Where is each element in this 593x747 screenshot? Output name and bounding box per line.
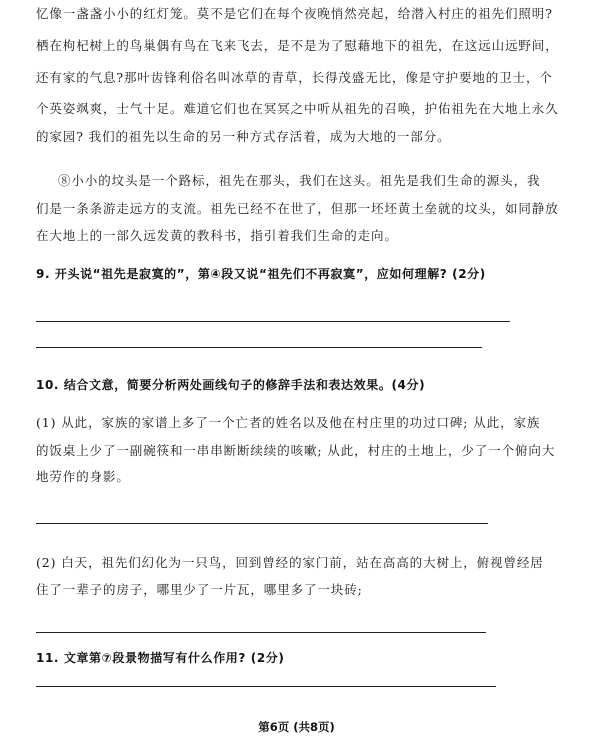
page-number: 第6页 (共8页) xyxy=(258,720,335,734)
answer-line-q10-2[interactable] xyxy=(36,632,486,633)
passage-line: 的家园? 我们的祖先以生命的另一种方式存活着，成为大地的一部分。 xyxy=(36,129,451,144)
paragraph-8-line: 们是一条条游走远方的支流。祖先已经不在世了，但那一坯坯黄土垒就的坟头，如同静放 xyxy=(36,201,559,216)
paragraph-8-line: 在大地上的一部久远发黄的教科书，指引着我们生命的走向。 xyxy=(36,228,398,243)
answer-line-q11[interactable] xyxy=(36,686,496,687)
answer-line-q9-2[interactable] xyxy=(36,347,482,348)
passage-line: 个英姿飒爽，士气十足。难道它们也在冥冥之中听从祖先的召唤，护佑祖先在大地上永久 xyxy=(36,101,559,116)
passage-line: 栖在枸杞树上的鸟巢偶有鸟在飞来飞去，是不是为了慰藉地下的祖先，在这远山远野间， xyxy=(36,38,559,53)
q10-sentence-1-line: 地劳作的身影。 xyxy=(36,469,130,484)
question-11: 11. 文章第⑦段景物描写有什么作用? (2分) xyxy=(36,651,285,665)
q10-sentence-2-line: 住了一辈子的房子，哪里少了一片瓦，哪里多了一块砖; xyxy=(36,582,363,597)
question-9: 9. 开头说“祖先是寂寞的”，第④段又说“祖先们不再寂寞”，应如何理解? (2分) xyxy=(36,267,486,281)
paragraph-8-line: ⑧小小的坟头是一个路标，祖先在那头，我们在这头。祖先是我们生命的源头，我 xyxy=(58,173,541,188)
answer-line-q10-1[interactable] xyxy=(36,523,488,524)
q10-sentence-2-line: (2) 白天，祖先们幻化为一只鸟，回到曾经的家门前，站在高高的大树上，俯视曾经居 xyxy=(36,555,544,570)
answer-line-q9-1[interactable] xyxy=(36,321,510,322)
question-10: 10. 结合文意，简要分析两处画线句子的修辞手法和表达效果。(4分) xyxy=(36,378,426,392)
passage-line: 还有家的气息?那叶齿锋利俗名叫冰草的青草，长得茂盛无比，像是守护要地的卫士，个 xyxy=(36,70,553,85)
q10-sentence-1-line: (1) 从此，家族的家谱上多了一个亡者的姓名以及他在村庄里的功过口碑; 从此，家族 xyxy=(36,415,541,430)
passage-line: 忆像一盏盏小小的红灯笼。莫不是它们在每个夜晚悄然亮起，给潜入村庄的祖先们照明? xyxy=(36,6,553,21)
q10-sentence-1-line: 的饭桌上少了一副碗筷和一串串断断续续的咳嗽; 从此，村庄的土地上，少了一个俯向大 xyxy=(36,443,556,458)
